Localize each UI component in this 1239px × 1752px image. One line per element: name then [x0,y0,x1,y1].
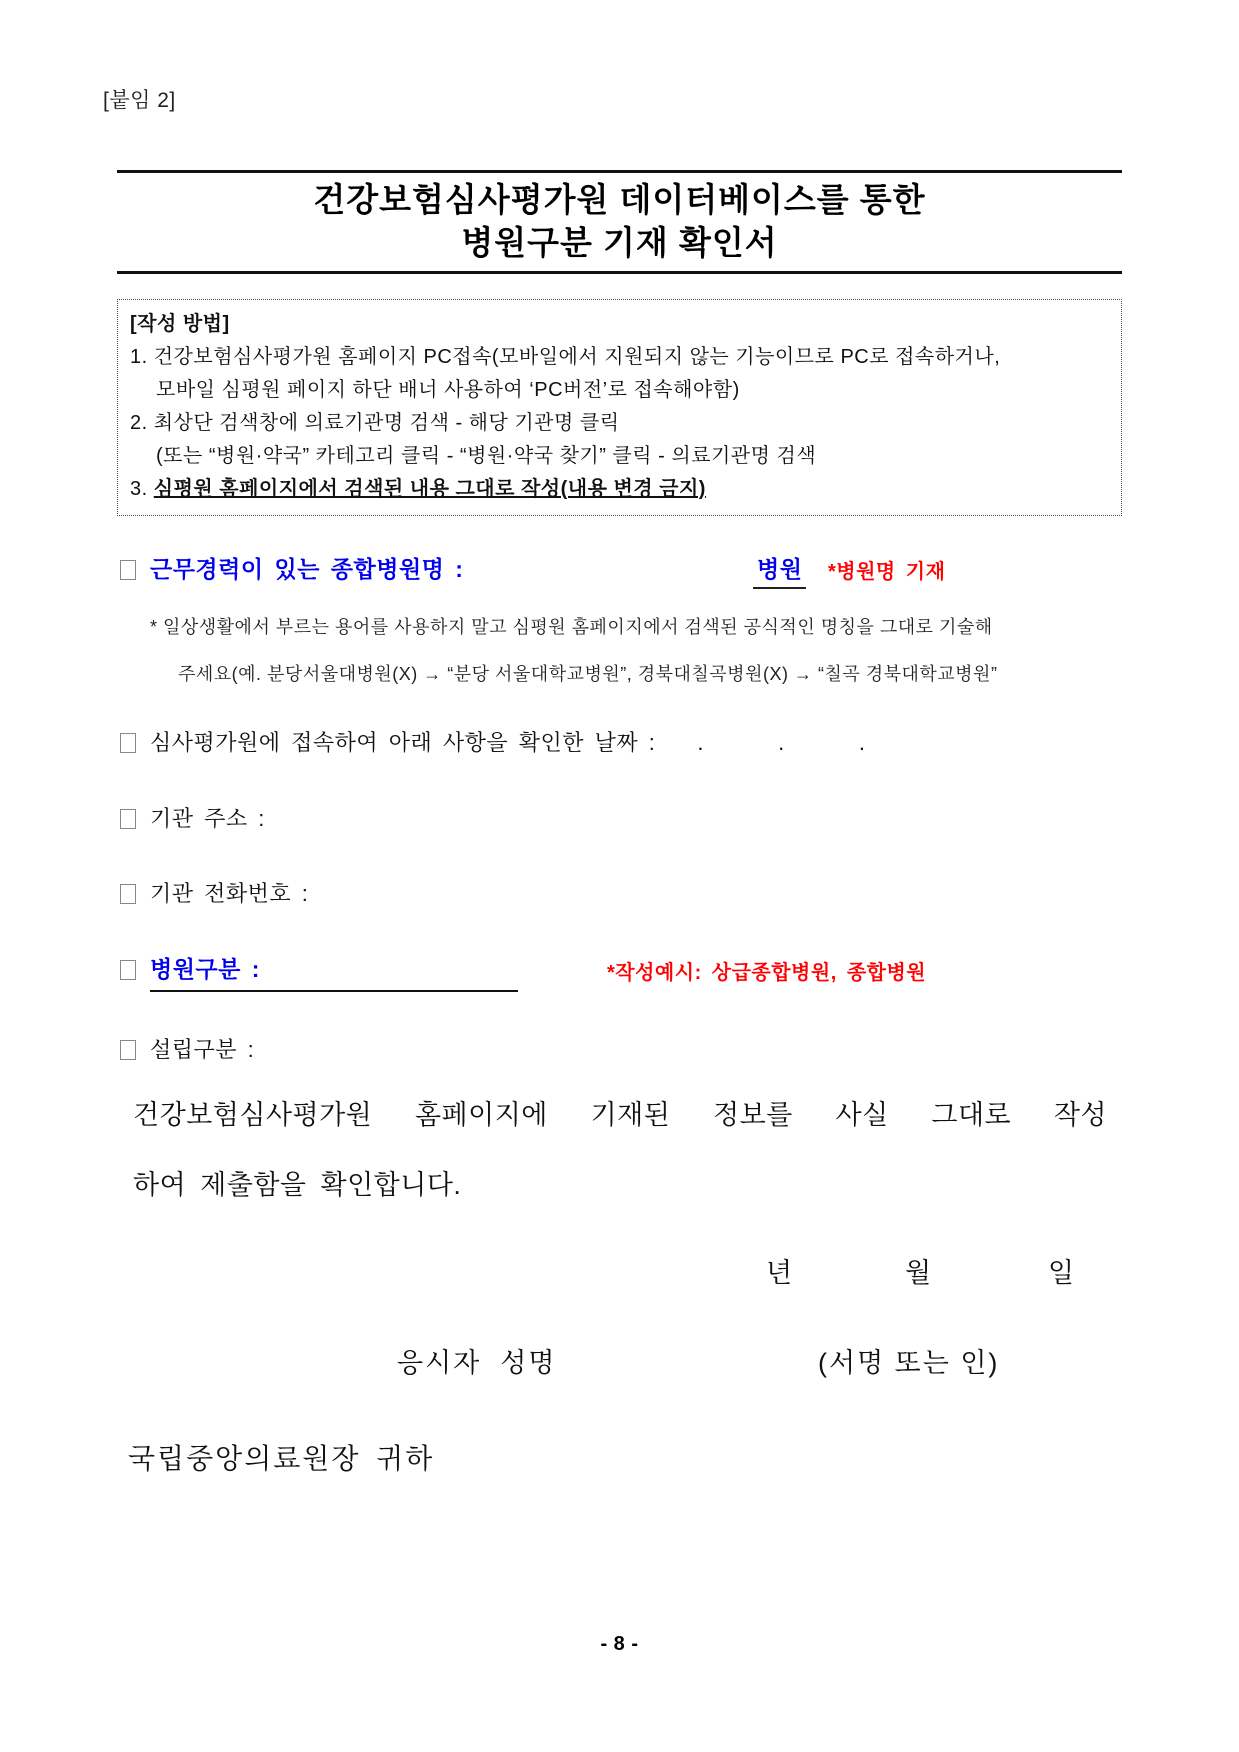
field-hospital-name-label: 근무경력이 있는 종합병원명 : [150,556,464,582]
month-label: 월 [905,1258,932,1288]
attachment-label: [붙임 2] [103,89,176,112]
title-line-2: 병원구분 기재 확인서 [461,224,778,261]
field-hospital-type-label: 병원구분 : [150,956,260,982]
instruction-line-2: 2. 최상단 검색창에 의료기관명 검색 - 해당 기관명 클릭 [130,412,620,434]
declaration-line-1: 건강보험심사평가원 홈페이지에 기재된 정보를 사실 그대로 작성 [133,1100,1107,1130]
checkbox-icon [120,884,136,904]
field-check-date-label: 심사평가원에 접속하여 아래 사항을 확인한 날짜 : [150,730,656,755]
checkbox-icon [120,809,136,829]
field-phone-row [120,877,308,908]
declaration-line-2: 하여 제출함을 확인합니다. [133,1170,462,1200]
date-ymd-row [0,1251,1239,1291]
sign-or-seal-label: (서명 또는 인) [818,1348,1000,1378]
year-label: 년 [766,1258,793,1288]
applicant-name-label: 응시자 성명 [397,1348,557,1378]
instruction-line-3-bold: 심평원 홈페이지에서 검색된 내용 그대로 작성(내용 변경 금지) [153,478,706,500]
field-establish-type-label: 설립구분 : [150,1037,255,1062]
field-hospital-name-row [120,551,1125,584]
instruction-line-3-number: 3. [130,478,154,500]
hospital-type-example-red-note: *작성예시: 상급종합병원, 종합병원 [607,962,927,984]
checkbox-icon [120,1040,136,1060]
hospital-name-tip [150,612,997,689]
field-address-label: 기관 주소 : [150,806,265,831]
day-label: 일 [1048,1258,1075,1288]
instructions-heading: [작성 방법] [130,313,230,335]
signature-row [0,1341,1239,1381]
document-title-block [117,170,1122,274]
title-line-1: 건강보험심사평가원 데이터베이스를 통한 [313,181,926,218]
instructions-box [117,299,1122,516]
hospital-name-tip-line-2: 주세요(예. 분당서울대병원(X) → “분당 서울대학교병원”, 경북대칠곡병원(X) → “칠곡 경북대학교병원” [178,664,998,684]
declaration-statement [133,1097,1107,1203]
hospital-name-tip-line-1: * 일상생활에서 부르는 용어를 사용하지 말고 심평원 홈페이지에서 검색된 공식적인 명칭을 그대로 기술해 [150,617,993,637]
field-check-date-row [120,726,867,757]
instruction-line-1b: 모바일 심평원 페이지 하단 배너 사용하여 ‘PC버전’로 접속해야함) [156,379,740,401]
recipient-line: 국립중앙의료원장 귀하 [128,1443,435,1474]
instruction-line-1: 1. 건강보험심사평가원 홈페이지 PC접속(모바일에서 지원되지 않는 기능이므로 PC로 접속하거나, [130,346,1001,368]
field-establish-type-row [120,1033,254,1064]
checkbox-icon [120,960,136,980]
checkbox-icon [120,560,136,580]
date-placeholder-dots: . . . [697,730,868,755]
hospital-suffix-underlined: 병원 [753,551,806,589]
checkbox-icon [120,733,136,753]
field-hospital-type-row [120,951,1125,992]
instruction-line-3 [130,473,1109,506]
field-address-row [120,802,265,833]
hospital-name-red-note: *병원명 기재 [828,561,946,583]
page-number: - 8 - [600,1633,639,1655]
instruction-line-2b: (또는 “병원·약국” 카테고리 클릭 - “병원·약국 찾기” 클릭 - 의료기관명 검색 [156,445,817,467]
field-phone-label: 기관 전화번호 : [150,881,309,906]
